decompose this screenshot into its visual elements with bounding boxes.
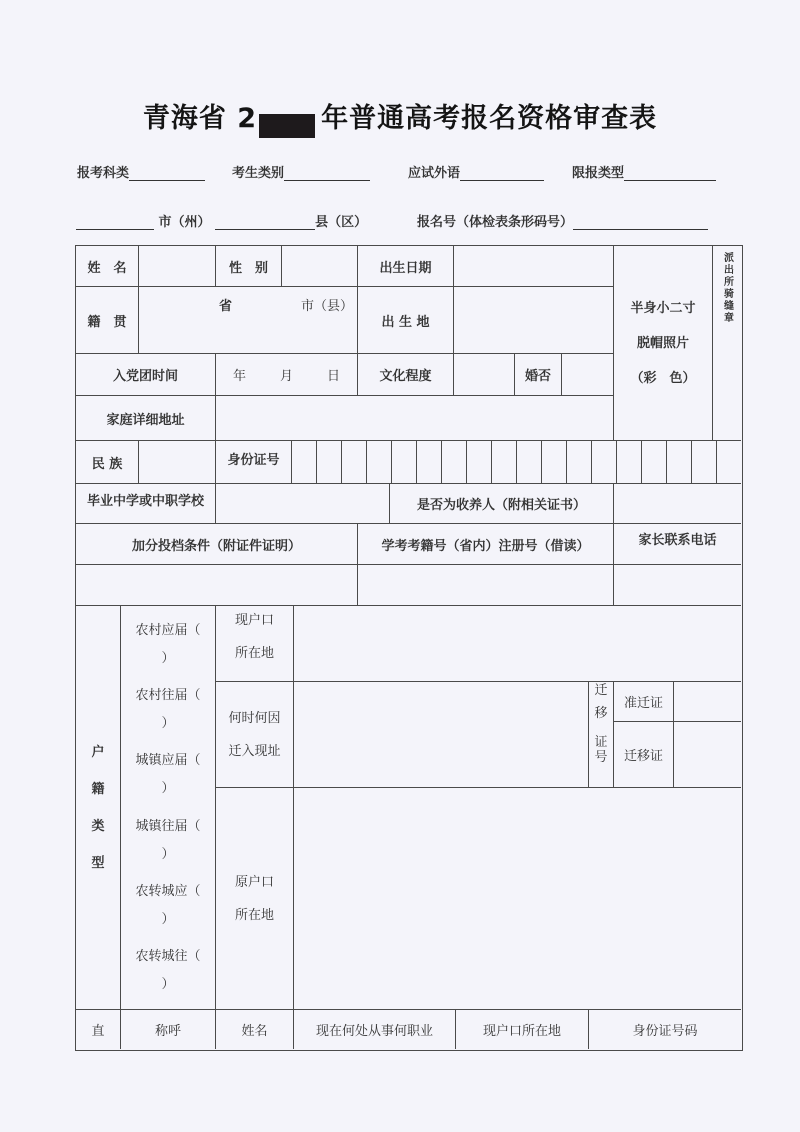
hukou-option-rural-fresh[interactable]: 农村应届（ ） (135, 623, 201, 667)
bonus-condition-input[interactable] (76, 565, 358, 606)
current-hukou-label: 现户口 所在地 (216, 606, 294, 682)
id-digit-box[interactable] (417, 441, 442, 484)
id-digit-box[interactable] (667, 441, 692, 484)
id-digit-box[interactable] (492, 441, 517, 484)
adopted-input[interactable] (614, 484, 741, 524)
family-header-hukou: 现户口所在地 (456, 1010, 589, 1049)
id-digit-box[interactable] (567, 441, 592, 484)
birthdate-input[interactable] (454, 246, 614, 287)
gender-label: 性 别 (216, 246, 282, 287)
id-digit-box[interactable] (617, 441, 642, 484)
original-hukou-input[interactable] (294, 788, 741, 1010)
family-header-occupation: 现在何处从事何职业 (294, 1010, 456, 1049)
education-label: 文化程度 (358, 354, 454, 396)
id-digit-box[interactable] (692, 441, 717, 484)
home-address-label: 家庭详细地址 (76, 396, 216, 441)
id-digit-box[interactable] (292, 441, 317, 484)
id-number-boxes[interactable] (292, 441, 741, 484)
ethnicity-label: 民 族 (76, 441, 139, 484)
id-digit-box[interactable] (317, 441, 342, 484)
marital-label: 婚否 (515, 354, 562, 396)
hukou-option-urban-fresh[interactable]: 城镇应届（ ） (135, 753, 201, 797)
id-number-label: 身份证号 (216, 441, 292, 484)
title-prefix: 青海省 2 (142, 103, 258, 134)
family-header-relation-direct: 直 (76, 1010, 121, 1049)
photo-box[interactable]: 半身小二寸 脱帽照片 （彩 色） (614, 246, 713, 441)
permit-input[interactable] (674, 682, 741, 722)
transfer-input[interactable] (674, 722, 741, 788)
hukou-type-label: 户 籍 类 型 (76, 606, 121, 1010)
birthplace-input[interactable] (454, 287, 614, 354)
birthplace-label: 出 生 地 (358, 287, 454, 354)
parent-phone-label: 家长联系电话 (614, 524, 741, 565)
permit-label: 准迁证 (614, 682, 674, 722)
review-table (75, 245, 743, 1051)
candidate-type-field[interactable]: 考生类别 (232, 162, 370, 181)
move-in-label: 何时何因 迁入现址 (216, 682, 294, 788)
transfer-cert-label: 迁 移 证 号 (589, 682, 614, 788)
id-digit-box[interactable] (642, 441, 667, 484)
id-digit-box[interactable] (342, 441, 367, 484)
id-digit-box[interactable] (717, 441, 741, 484)
current-hukou-input[interactable] (294, 606, 741, 682)
party-join-label: 入党团时间 (76, 354, 216, 396)
family-header-title: 称呼 (121, 1010, 216, 1049)
marital-input[interactable] (562, 354, 614, 396)
id-digit-box[interactable] (542, 441, 567, 484)
move-in-input[interactable] (294, 682, 589, 788)
party-join-date-input[interactable]: 年 月 日 (216, 354, 358, 396)
hukou-option-rural-to-urban-past[interactable]: 农转城往（ ） (135, 948, 201, 992)
hukou-option-urban-past[interactable]: 城镇往届（ ） (135, 818, 201, 862)
hukou-option-rural-to-urban-fresh[interactable]: 农转城应（ ） (135, 883, 201, 927)
home-address-input[interactable] (216, 396, 614, 441)
id-digit-box[interactable] (592, 441, 617, 484)
city-field[interactable]: 市（州） 县（区） (76, 211, 367, 230)
hukou-option-rural-past[interactable]: 农村往届（ ） (135, 688, 201, 732)
title-suffix: 年普通高考报名资格审查表 (321, 103, 658, 134)
page-title (0, 96, 800, 135)
birthdate-label: 出生日期 (358, 246, 454, 287)
name-input[interactable] (139, 246, 216, 287)
family-header-name: 姓名 (216, 1010, 294, 1049)
gender-input[interactable] (282, 246, 358, 287)
id-digit-box[interactable] (517, 441, 542, 484)
id-digit-box[interactable] (367, 441, 392, 484)
redacted-year (259, 114, 315, 138)
id-digit-box[interactable] (467, 441, 492, 484)
hukou-options (121, 606, 216, 1010)
id-digit-box[interactable] (392, 441, 417, 484)
xueji-number-label: 学考考籍号（省内）注册号（借读） (358, 524, 614, 565)
id-digit-box[interactable] (442, 441, 467, 484)
ethnicity-input[interactable] (139, 441, 216, 484)
foreign-language-field[interactable]: 应试外语 (408, 162, 544, 181)
exam-subject-field[interactable]: 报考科类 (77, 162, 205, 181)
registration-number-field[interactable]: 报名号（体检表条形码号） (417, 211, 708, 230)
school-input[interactable] (216, 484, 390, 524)
name-label: 姓 名 (76, 246, 139, 287)
restricted-type-field[interactable]: 限报类型 (572, 162, 716, 181)
education-input[interactable] (454, 354, 515, 396)
xueji-number-input[interactable] (358, 565, 614, 606)
family-header-id-number: 身份证号码 (632, 1024, 698, 1039)
police-seal-area: 派出所骑缝章 (713, 246, 741, 441)
school-label: 毕业中学或中职学校 (76, 484, 216, 524)
bonus-condition-label: 加分投档条件（附证件证明） (76, 524, 358, 565)
native-place-input[interactable]: 省 市（县） (139, 287, 358, 354)
transfer-label: 迁移证 (614, 722, 674, 788)
native-place-label: 籍 贯 (76, 287, 139, 354)
parent-phone-input[interactable] (614, 565, 741, 606)
original-hukou-label: 原户口 所在地 (216, 788, 294, 1010)
adopted-label: 是否为收养人（附相关证书） (390, 484, 614, 524)
